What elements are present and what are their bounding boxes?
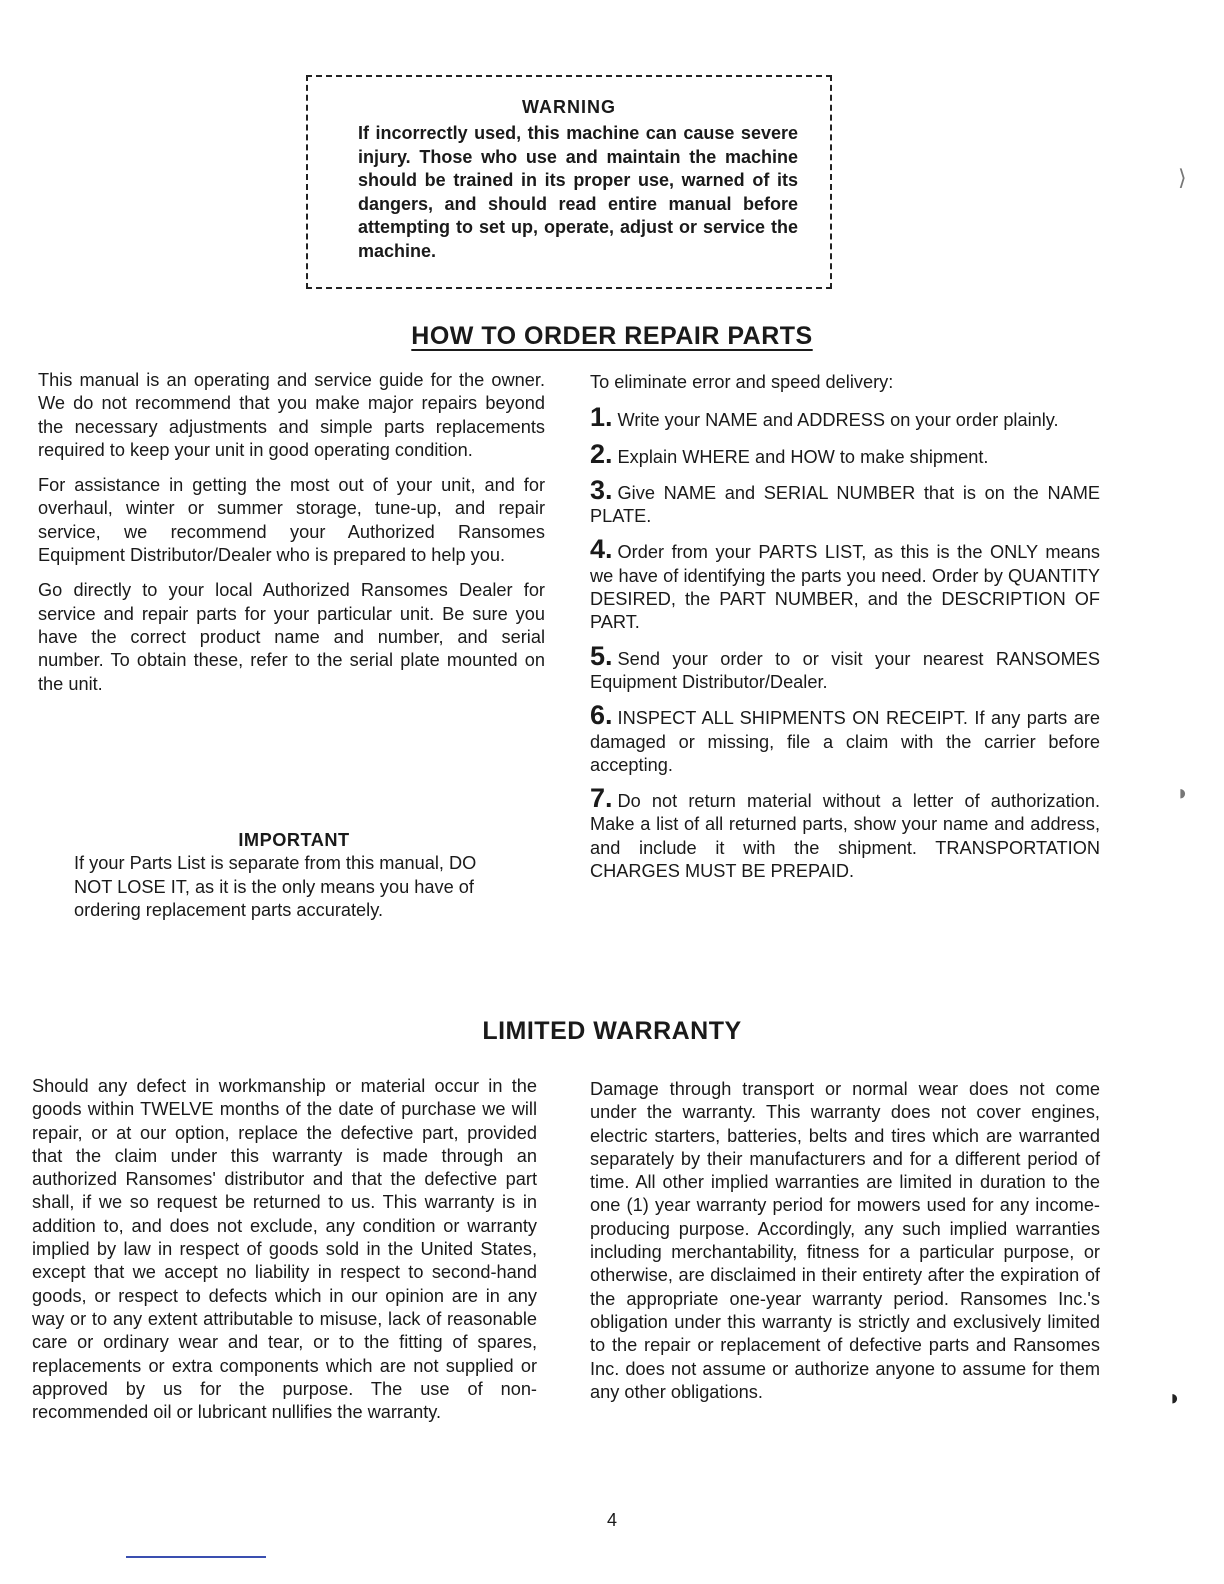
warranty-left-text: Should any defect in workmanship or material occur in the goods within TWELVE months of the date of purchase we will repair, or at our option, replace the defective part, provided that the claim under this warranty is made through an authorized Ransomes' distributor and that the defective part shall, if we so request be returned to us. This warranty is in addition to, and does not exclude, any condition or warranty implied by law in respect of goods sold in the United States, except that we accept no liability in respect to second-hand goods, or respect to defects which in our opinion are in any way or to any extent attributable to misuse, lack of reasonable care or ordinary wear and tear, or to the fitting of spares, replacements or extra components which are not supplied or approved by us for the purpose. The use of non-recommended oil or lubricant nullifies the warranty. bbox=[32, 1076, 537, 1423]
step-text: Give NAME and SERIAL NUMBER that is on the NAME PLATE. bbox=[590, 482, 1100, 527]
binding-hole-mark-icon: ◗ bbox=[1168, 1385, 1182, 1410]
important-notice bbox=[74, 829, 514, 922]
warranty-right-text: Damage through transport or normal wear does not come under the warranty. This warranty does not cover engines, electric starters, batteries, belts and tires which are warranted separately by their manufacturers and for a different period of time. All other implied warranties are limited in duration to the one (1) year warranty period for mowers used for any income-producing purpose. Accordingly, any such implied warranties including merchantability, fitness for a particular purpose, or otherwise, are disclaimed in their entirety after the expiration of the appropriate one-year warranty period. Ransomes Inc.'s obligation under this warranty is strictly and exclusively limited to the repair or replacement of defective parts and Ransomes Inc. does not assume or authorize anyone to assume for them any other obligations. bbox=[590, 1079, 1100, 1402]
step-number: 3. bbox=[590, 474, 613, 505]
step-number: 2. bbox=[590, 438, 613, 469]
order-step bbox=[590, 700, 1100, 777]
order-step bbox=[590, 783, 1100, 883]
warning-text: If incorrectly used, this machine can cause severe injury. Those who use and maintain the machine should be trained in its proper use, warned of its dangers, and should read entire manual before attempting to set up, operate, adjust or service the machine. bbox=[358, 123, 798, 261]
page-number: 4 bbox=[606, 1510, 617, 1530]
step-text: Do not return material without a letter of authorization. Make a list of all returned parts, show your name and address, and include it with the shipment. TRANSPORTATION CHARGES MUST BE PREPAID. bbox=[590, 791, 1100, 882]
step-text: Order from your PARTS LIST, as this is the ONLY means we have of identifying the parts you need. Order by QUANTITY DESIRED, the PART NUMBER, and the DESCRIPTION OF PART. bbox=[590, 542, 1100, 633]
order-steps-column bbox=[590, 371, 1100, 893]
step-text: INSPECT ALL SHIPMENTS ON RECEIPT. If any parts are damaged or missing, file a claim with the carrier before accepting. bbox=[590, 708, 1100, 775]
order-step bbox=[590, 640, 1100, 695]
step-number: 7. bbox=[590, 783, 613, 814]
order-step bbox=[590, 402, 1100, 433]
warranty-section-title: LIMITED WARRANTY bbox=[482, 1017, 742, 1045]
order-step bbox=[590, 438, 1100, 469]
order-title-text: HOW TO ORDER REPAIR PARTS bbox=[411, 322, 813, 350]
step-number: 6. bbox=[590, 700, 613, 731]
order-paragraph-1: This manual is an operating and service guide for the owner. We do not recommend that you make major repairs beyond the necessary adjustments and simple parts replacements required to keep your unit in good operating condition. bbox=[38, 370, 545, 460]
step-number: 1. bbox=[590, 402, 613, 433]
warning-box bbox=[306, 75, 832, 289]
warranty-left-column bbox=[32, 1075, 537, 1436]
warranty-right-column bbox=[590, 1078, 1100, 1416]
step-number: 4. bbox=[590, 534, 613, 565]
step-text: Send your order to or visit your nearest RANSOMES Equipment Distributor/Dealer. bbox=[590, 648, 1100, 692]
order-left-column bbox=[38, 369, 545, 708]
order-paragraph-3: Go directly to your local Authorized Ransomes Dealer for service and repair parts for your particular unit. Be sure you have the correct product name and number, and serial number. To obtain these, refer to the serial plate mounted on the unit. bbox=[38, 580, 545, 694]
binding-hole-mark-icon: ⟩ bbox=[1178, 165, 1187, 190]
important-title: IMPORTANT bbox=[238, 830, 350, 850]
bottom-rule bbox=[126, 1556, 266, 1558]
order-section-title bbox=[0, 322, 1224, 351]
order-step bbox=[590, 534, 1100, 634]
important-text: If your Parts List is separate from this manual, DO NOT LOSE IT, as it is the only means you have of ordering replacement parts accurately. bbox=[74, 853, 477, 920]
step-number: 5. bbox=[590, 640, 613, 671]
order-step bbox=[590, 474, 1100, 529]
order-intro: To eliminate error and speed delivery: bbox=[590, 372, 894, 392]
step-text: Explain WHERE and HOW to make shipment. bbox=[617, 446, 989, 467]
order-paragraph-2: For assistance in getting the most out of your unit, and for overhaul, winter or summer storage, tune-up, and repair service, we recommend your Authorized Ransomes Equipment Distributor/Dealer who is prepared to help you. bbox=[38, 475, 545, 566]
warning-title: WARNING bbox=[522, 97, 616, 117]
step-text: Write your NAME and ADDRESS on your order plainly. bbox=[617, 410, 1059, 431]
binding-hole-mark-icon: ◗ bbox=[1176, 780, 1190, 805]
